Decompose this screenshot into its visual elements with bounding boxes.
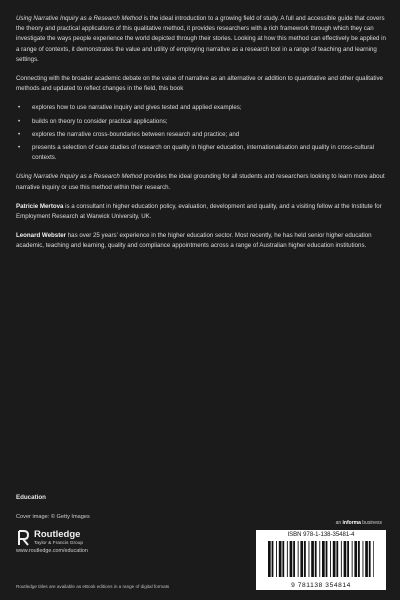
author-bio: Leonard Webster has over 25 years' experience in the higher education sector. Most recently, he has held senior higher education academic, teaching and learning, quality and compliance appointments across a range of Australian higher education institutions. [16, 232, 372, 250]
barcode-bar [276, 541, 277, 577]
barcode-bar [304, 541, 306, 577]
cover-credit: Cover image: © Getty Images [16, 514, 90, 520]
barcode-digits: 9 781138 354814 [291, 582, 351, 589]
barcode-bar [311, 541, 314, 577]
publisher-name: Routledge [34, 529, 81, 540]
barcode-bar [272, 541, 274, 577]
feature-list [16, 103, 388, 163]
connecting-paragraph: Connecting with the broader academic debate on the value of narrative as an alternative or addition to quantitative and other qualitative methods and updated to reflect changes in the field, this book [16, 75, 383, 93]
barcode-bar [268, 541, 271, 577]
bullet-icon: • [18, 104, 21, 112]
barcode-block [256, 530, 386, 590]
barcode-bar [322, 541, 325, 577]
list-item: • builds on theory to consider practical applications; [16, 117, 388, 127]
intro-paragraph [16, 14, 388, 65]
isbn-label: ISBN 978-1-138-35481-4 [287, 532, 355, 538]
barcode-bar [298, 541, 299, 577]
list-item: • explores how to use narrative inquiry and gives tested and applied examples; [16, 103, 388, 113]
barcode-bar [369, 541, 371, 577]
bullet-icon: • [18, 130, 21, 138]
barcode-bar [330, 541, 331, 577]
grounding-paragraph: Using Narrative Inquiry as a Research Method provides the ideal grounding for all students and researchers looking to learn more about narrative inquiry or use this method within their research. [16, 173, 385, 191]
barcode-bar [300, 541, 303, 577]
barcode-bar [282, 541, 284, 577]
ebook-note: Routledge titles are available as eBook editions in a range of digital formats [16, 584, 170, 589]
intro-text: is the ideal introduction to a growing field of study. A full and accessible guide that covers the theory and practical applications of this qualitative method, it provides researchers with a rich framework through which they can investigate the ways people experience the world depicted through their stories. Looking at how this method can effectively be applied in a range of contexts, it demonstrates the value and utility of employing narrative as a research tool in a range of teaching and learning settings. [16, 15, 386, 63]
list-item: • explores the narrative cross-boundaries between research and practice; and [16, 130, 388, 140]
subject-category: Education [16, 494, 46, 501]
barcode-bar [352, 541, 353, 577]
barcode-bar [363, 541, 364, 577]
barcode-bar [347, 541, 349, 577]
informa-tag: an informa business [335, 520, 382, 526]
barcode-bar [315, 541, 317, 577]
publisher-logo [16, 528, 186, 566]
author-name: Leonard Webster [16, 232, 67, 240]
informa-brand: informa [342, 520, 361, 526]
publisher-group: Taylor & Francis Group [34, 541, 84, 546]
barcode-icon [268, 541, 374, 577]
author-name: Patricie Mertova [16, 202, 64, 210]
barcode-bar [358, 541, 360, 577]
barcode-bar [344, 541, 347, 577]
publisher-url[interactable]: www.routledge.com/education [16, 548, 88, 554]
barcode-bar [333, 541, 336, 577]
book-title-italic: Using Narrative Inquiry as a Research Method [16, 15, 142, 22]
author-bio: Patricie Mertova is a consultant in higher education policy, evaluation, development and quality, and a visiting fellow at the Institute for Employment Research at Warwick University, UK. [16, 202, 382, 221]
barcode-bar [279, 541, 282, 577]
barcode-bar [336, 541, 338, 577]
barcode-bar [319, 541, 320, 577]
barcode-bar [373, 541, 374, 577]
barcode-bar [287, 541, 288, 577]
barcode-bar [293, 541, 295, 577]
barcode-bar [290, 541, 293, 577]
bullet-icon: • [18, 144, 21, 152]
bullet-icon: • [18, 117, 21, 125]
barcode-bar [365, 541, 368, 577]
list-item: • presents a selection of case studies of research on quality in higher education, internationalisation and quality in cross-cultural contexts. [18, 144, 375, 162]
barcode-bar [326, 541, 328, 577]
book-title-italic: Using Narrative Inquiry as a Research Method [16, 173, 142, 181]
back-cover-text [16, 14, 388, 261]
routledge-logo-icon [16, 530, 30, 546]
barcode-bar [341, 541, 342, 577]
barcode-bar [309, 541, 310, 577]
barcode-bar [354, 541, 357, 577]
